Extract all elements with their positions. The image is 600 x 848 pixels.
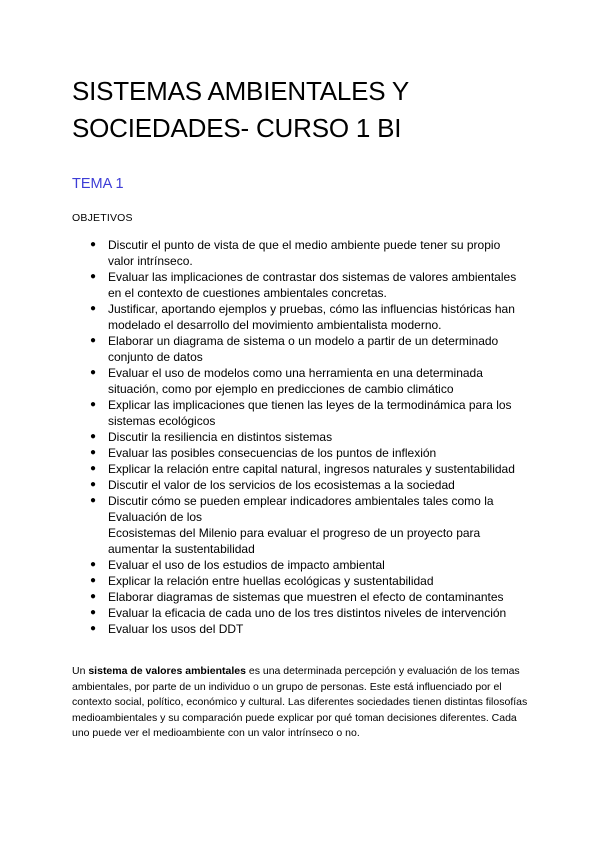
objective-text: Justificar, aportando ejemplos y pruebas, cómo las influencias históricas han modelado el desarrollo del movimiento ambientalista moderno. <box>108 302 515 332</box>
objectives-label: OBJETIVOS <box>72 212 133 224</box>
objective-item <box>88 269 528 301</box>
objective-item <box>88 573 528 589</box>
bullet-icon: ● <box>90 559 97 570</box>
objective-text: Explicar las implicaciones que tienen las leyes de la termodinámica para los sistemas ecológicos <box>108 398 512 428</box>
objective-item <box>88 397 528 429</box>
bullet-icon: ● <box>90 495 97 506</box>
objective-text: Discutir el valor de los servicios de los ecosistemas a la sociedad <box>108 478 455 492</box>
bullet-icon: ● <box>90 367 97 378</box>
objective-text: Evaluar las posibles consecuencias de los puntos de inflexión <box>108 446 437 460</box>
objective-text: Elaborar diagramas de sistemas que muestren el efecto de contaminantes <box>108 590 504 604</box>
bullet-icon: ● <box>90 463 97 474</box>
objective-text: Explicar la relación entre huellas ecológicas y sustentabilidad <box>108 574 434 588</box>
objective-item <box>88 429 528 445</box>
intro-paragraph <box>72 664 532 742</box>
objective-item <box>88 333 528 365</box>
objective-text: Explicar la relación entre capital natural, ingresos naturales y sustentabilidad <box>108 462 515 476</box>
objective-text: Discutir el punto de vista de que el medio ambiente puede tener su propio valor intrínseco. <box>108 238 501 268</box>
bullet-icon: ● <box>90 399 97 410</box>
objective-text: Evaluar las implicaciones de contrastar dos sistemas de valores ambientales en el contexto de cuestiones ambientales concretas. <box>108 270 517 300</box>
objective-item <box>88 493 528 557</box>
bullet-icon: ● <box>90 591 97 602</box>
section-heading: TEMA 1 <box>72 176 124 192</box>
objective-text: Evaluar la eficacia de cada uno de los tres distintos niveles de intervención <box>108 606 507 620</box>
document-title: SISTEMAS AMBIENTALES Y SOCIEDADES- CURSO 1 BI <box>72 76 409 143</box>
objective-item <box>88 557 528 573</box>
bullet-icon: ● <box>90 447 97 458</box>
objective-text: Discutir la resiliencia en distintos sistemas <box>108 430 333 444</box>
bullet-icon: ● <box>90 335 97 346</box>
bullet-icon: ● <box>90 607 97 618</box>
objective-item <box>88 461 528 477</box>
objective-item <box>88 301 528 333</box>
objective-item <box>88 237 528 269</box>
objective-text: Discutir cómo se pueden emplear indicadores ambientales tales como la Evaluación de los Ecosistemas del Milenio para evaluar el progreso de un proyecto para aumentar la sustentabilidad <box>108 494 494 556</box>
objective-item <box>88 589 528 605</box>
objective-item <box>88 621 528 637</box>
bullet-icon: ● <box>90 303 97 314</box>
objective-item <box>88 477 528 493</box>
paragraph-body: es una determinada percepción y evaluación de los temas ambientales, por parte de un individuo o un grupo de personas. Este está influenciado por el contexto social, político, económico y cultural. Las diferentes sociedades tienen distintas filosofías medioambientales y su comparación puede explicar por qué toman decisiones diferentes. Cada uno puede ver el medioambiente con un valor intrínseco o no. <box>72 665 528 739</box>
paragraph-bold-term: sistema de valores ambientales <box>88 665 246 677</box>
bullet-icon: ● <box>90 431 97 442</box>
objectives-list <box>88 237 528 637</box>
objective-text: Elaborar un diagrama de sistema o un modelo a partir de un determinado conjunto de datos <box>108 334 499 364</box>
paragraph-lead: Un <box>72 665 89 677</box>
objective-text: Evaluar el uso de modelos como una herramienta en una determinada situación, como por ejemplo en predicciones de cambio climático <box>108 366 483 396</box>
objective-item <box>88 605 528 621</box>
bullet-icon: ● <box>90 575 97 586</box>
bullet-icon: ● <box>90 239 97 250</box>
objective-item <box>88 445 528 461</box>
objective-item <box>88 365 528 397</box>
objective-text: Evaluar los usos del DDT <box>108 622 244 636</box>
objective-text: Evaluar el uso de los estudios de impacto ambiental <box>108 558 385 572</box>
bullet-icon: ● <box>90 479 97 490</box>
bullet-icon: ● <box>90 623 97 634</box>
bullet-icon: ● <box>90 271 97 282</box>
